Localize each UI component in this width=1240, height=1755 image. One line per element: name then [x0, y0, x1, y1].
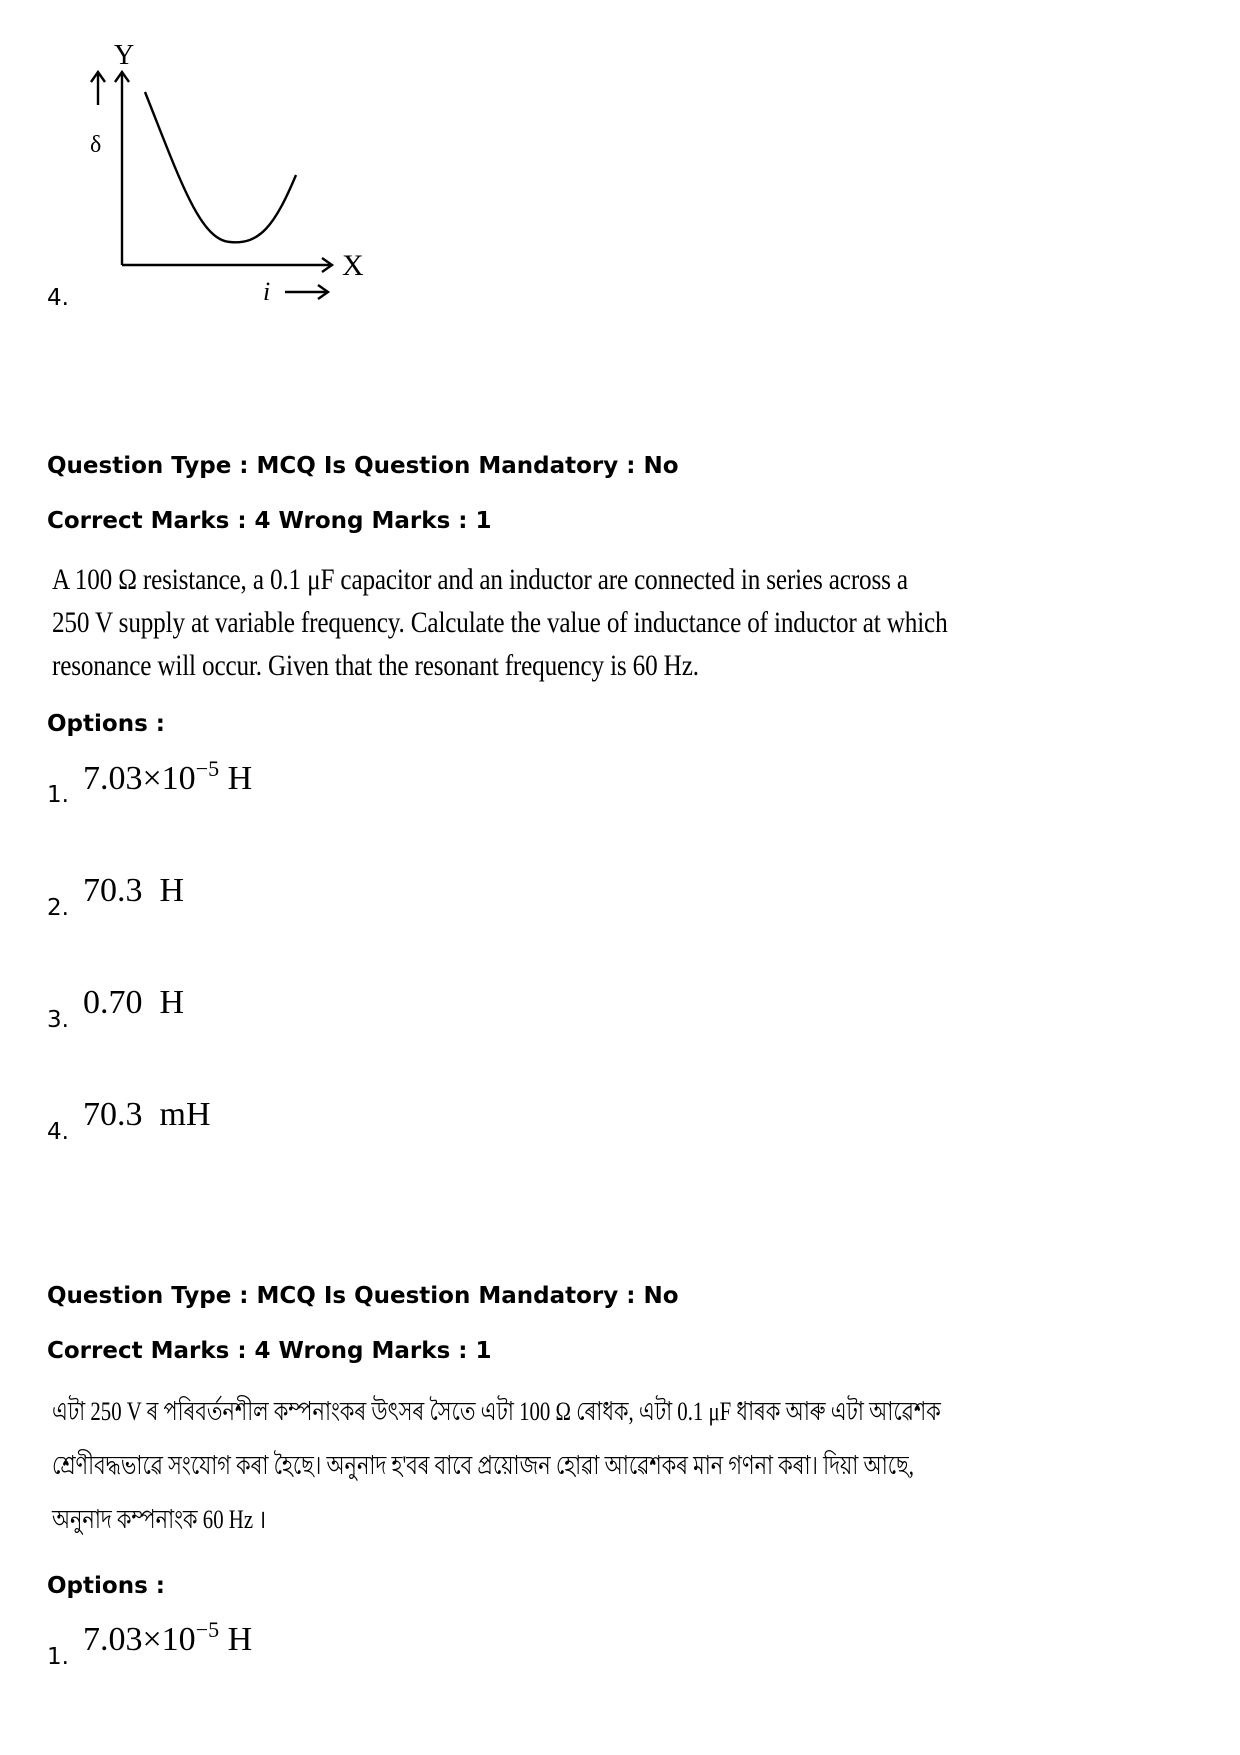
option-number: 1. [47, 1644, 69, 1670]
option-number: 4. [47, 285, 69, 311]
options-label: Options : [47, 1573, 165, 1599]
option-number: 2. [47, 895, 69, 921]
i-label: i [263, 277, 271, 306]
option-graph [70, 40, 390, 310]
question-type-line: Question Type : MCQ Is Question Mandatory : No [47, 453, 679, 479]
x-label: X [342, 249, 364, 282]
question-text-line: 250 V supply at variable frequency. Calculate the value of inductance of inductor at which [52, 606, 948, 639]
question-text-line: এটা 250 V ৰ পৰিবৰ্তনশীল কম্পনাংকৰ উৎসৰ সৈতে এটা 100 Ω ৰোধক, এটা 0.1 μF ধাৰক আৰু এটা আৱেশক [52, 1397, 941, 1426]
option-value: 70.3 H [83, 872, 185, 909]
option-number: 1. [47, 782, 69, 808]
curve [145, 92, 296, 242]
option-value: $7.03\times 10^{-5}$ H [83, 1617, 253, 1658]
option-number: 3. [47, 1007, 69, 1033]
marks-line: Correct Marks : 4 Wrong Marks : 1 [47, 1338, 492, 1364]
options-label: Options : [47, 711, 165, 737]
question-text-line: resonance will occur. Given that the resonant frequency is 60 Hz. [52, 649, 699, 682]
y-label: Y [114, 40, 135, 71]
option-value: $7.03\times 10^{-5}$ H [83, 756, 253, 797]
marks-line: Correct Marks : 4 Wrong Marks : 1 [47, 508, 492, 534]
option-value: 0.70 H [83, 984, 185, 1021]
question-text [52, 1385, 941, 1547]
question-type-line: Question Type : MCQ Is Question Mandatory : No [47, 1283, 679, 1309]
question-text-line: শ্ৰেণীবদ্ধভাৱে সংযোগ কৰা হৈছে। অনুনাদ হ'বৰ বাবে প্ৰয়োজন হোৱা আৱেশকৰ মান গণনা কৰা। দিয়া আছে, [52, 1451, 914, 1480]
question-text-line: A 100 Ω resistance, a 0.1 μF capacitor and an inductor are connected in series across a [52, 563, 908, 596]
question-text-line: অনুনাদ কম্পনাংক 60 Hz । [52, 1505, 267, 1534]
option-number: 4. [47, 1119, 69, 1145]
question-text [52, 558, 948, 687]
option-value: 70.3 mH [83, 1096, 211, 1133]
delta-label: δ [90, 132, 102, 158]
